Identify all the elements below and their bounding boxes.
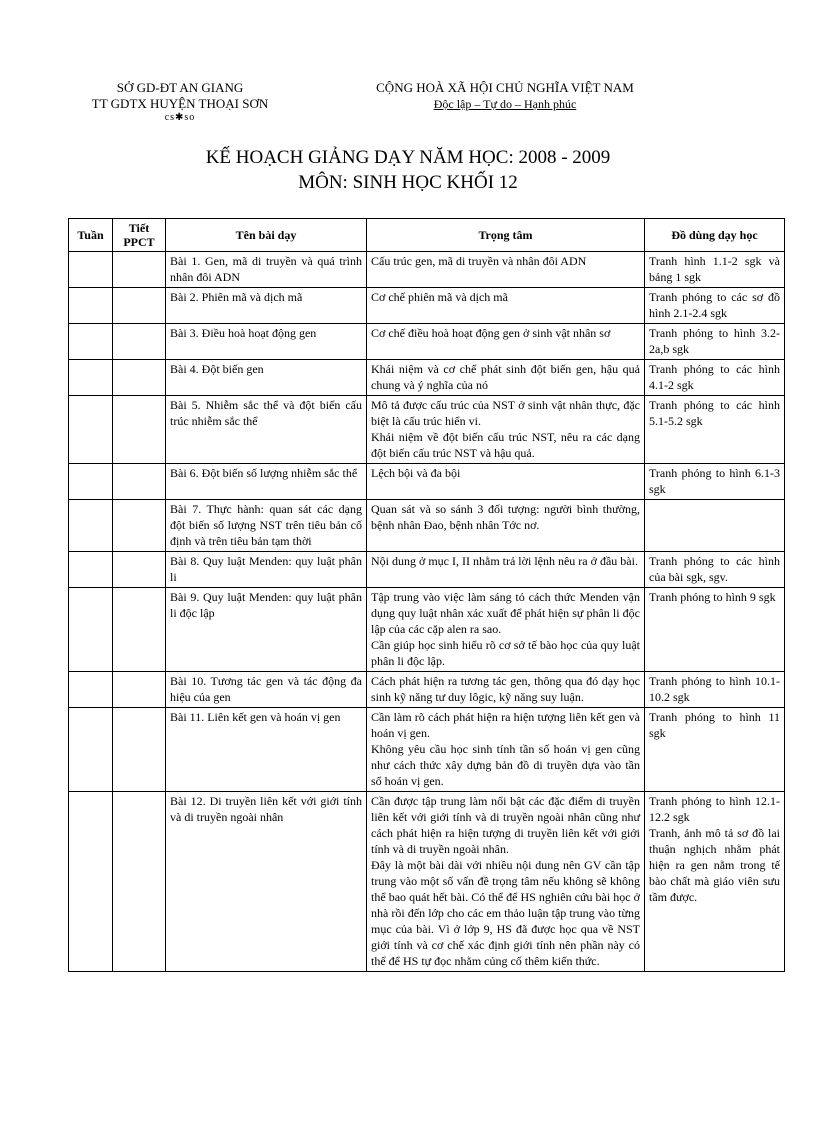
cell-lesson: Bài 10. Tương tác gen và tác động đa hiệu của gen xyxy=(166,672,367,708)
cell-lesson: Bài 2. Phiên mã và dịch mã xyxy=(166,288,367,324)
cell-week xyxy=(69,500,113,552)
cell-focus xyxy=(367,792,645,972)
cell-period xyxy=(113,588,166,672)
cell-focus xyxy=(367,672,645,708)
cell-lesson: Bài 5. Nhiễm sắc thể và đột biến cấu trúc nhiễm sắc thể xyxy=(166,396,367,464)
cell-materials xyxy=(645,396,785,464)
cell-period xyxy=(113,324,166,360)
header-materials: Đồ dùng dạy học xyxy=(645,219,785,252)
focus-paragraph: Cơ chế điều hoà hoạt động gen ở sinh vật nhân sơ xyxy=(371,326,611,340)
school-header xyxy=(60,80,300,124)
cell-materials xyxy=(645,588,785,672)
materials-paragraph: Tranh phóng to các hình 4.1-2 sgk xyxy=(649,362,780,392)
cell-materials xyxy=(645,500,785,552)
cell-period xyxy=(113,396,166,464)
table-row xyxy=(69,500,785,552)
header-week: Tuần xyxy=(69,219,113,252)
cell-period xyxy=(113,552,166,588)
focus-paragraph: Khái niệm về đột biến cấu trúc NST, nêu ra các dạng đột biến cấu trúc NST và hậu quả. xyxy=(371,430,640,460)
cell-period xyxy=(113,464,166,500)
materials-paragraph: Tranh phóng to các sơ đồ hình 2.1-2.4 sgk xyxy=(649,290,780,320)
table-row xyxy=(69,672,785,708)
table-header-row xyxy=(69,219,785,252)
cell-period xyxy=(113,288,166,324)
header-period-line2: PPCT xyxy=(123,235,155,249)
materials-paragraph: Tranh phóng to hình 3.2-2a,b sgk xyxy=(649,326,780,356)
cell-lesson: Bài 7. Thực hành: quan sát các dạng đột biến số lượng NST trên tiêu bản cố định và trên tiêu bản tạm thời xyxy=(166,500,367,552)
center-name: TT GDTX HUYỆN THOẠI SƠN xyxy=(91,96,269,111)
materials-paragraph: Tranh phóng to hình 10.1-10.2 sgk xyxy=(649,674,780,704)
cell-week xyxy=(69,792,113,972)
header-lesson: Tên bài dạy xyxy=(166,219,367,252)
focus-paragraph: Nội dung ở mục I, II nhằm trả lời lệnh nêu ra ở đầu bài. xyxy=(371,554,638,568)
cell-lesson: Bài 3. Điều hoà hoạt động gen xyxy=(166,324,367,360)
cell-materials xyxy=(645,252,785,288)
cell-period xyxy=(113,500,166,552)
focus-paragraph: Cần làm rõ cách phát hiện ra hiện tượng liên kết gen và hoán vị gen. xyxy=(371,710,640,740)
cell-period xyxy=(113,252,166,288)
materials-paragraph: Tranh phóng to hình 9 sgk xyxy=(649,590,776,604)
focus-paragraph: Cần giúp học sinh hiểu rõ cơ sở tế bào học của quy luật phân li độc lập. xyxy=(371,638,640,668)
cell-lesson: Bài 9. Quy luật Menden: quy luật phân li độc lập xyxy=(166,588,367,672)
materials-paragraph: Tranh hình 1.1-2 sgk và bảng 1 sgk xyxy=(649,254,780,284)
materials-paragraph: Tranh phóng to hình 6.1-3 sgk xyxy=(649,466,780,496)
focus-paragraph: Cách phát hiện ra tương tác gen, thông qua đó dạy học sinh kỹ năng tư duy lôgic, kỹ năng suy luận. xyxy=(371,674,640,704)
cell-materials xyxy=(645,288,785,324)
header-period-line1: Tiết xyxy=(128,221,150,235)
focus-paragraph: Không yêu cầu học sinh tính tần số hoán vị gen cũng như cách thức xây dựng bản đồ di truyền dựa vào tần số hoán vị gen. xyxy=(371,742,640,788)
cell-lesson: Bài 12. Di truyền liên kết với giới tính và di truyền ngoài nhân xyxy=(166,792,367,972)
cell-period xyxy=(113,672,166,708)
national-motto: Độc lập – Tự do – Hạnh phúc xyxy=(433,97,577,111)
cell-materials xyxy=(645,708,785,792)
cell-focus xyxy=(367,588,645,672)
cell-week xyxy=(69,552,113,588)
cell-week xyxy=(69,360,113,396)
cell-lesson: Bài 4. Đột biến gen xyxy=(166,360,367,396)
country-name: CỘNG HOÀ XÃ HỘI CHỦ NGHĨA VIỆT NAM xyxy=(376,80,634,95)
cell-focus xyxy=(367,324,645,360)
focus-paragraph: Khái niệm và cơ chế phát sinh đột biến gen, hậu quả chung và ý nghĩa của nó xyxy=(371,362,640,392)
cell-materials xyxy=(645,464,785,500)
table-row xyxy=(69,552,785,588)
cell-materials xyxy=(645,792,785,972)
focus-paragraph: Cấu trúc gen, mã di truyền và nhân đôi ADN xyxy=(371,254,587,268)
header-focus: Trọng tâm xyxy=(367,219,645,252)
cell-materials xyxy=(645,672,785,708)
materials-paragraph: Tranh phóng to hình 11 sgk xyxy=(649,710,780,740)
plan-title: KẾ HOẠCH GIẢNG DẠY NĂM HỌC: 2008 - 2009 xyxy=(205,147,611,168)
focus-paragraph: Đây là một bài dài với nhiều nội dung nên GV cần tập trung vào một số vấn đề trọng tâm nếu không sẽ không thể bao quát hết bài. Có thể để HS nghiên cứu bài học ở nhà rồi đến lớp cho các em thảo luận tập trung vào từng mục của bài. Vì ở lớp 9, HS đã được học qua về NST giới tính và cơ chế xác định giới tính nên phần này có thể để HS tự đọc nhằm củng cố thêm kiến thức. xyxy=(371,858,640,968)
table-row xyxy=(69,396,785,464)
cell-focus xyxy=(367,252,645,288)
cell-week xyxy=(69,252,113,288)
department-name: SỞ GD-ĐT AN GIANG xyxy=(116,80,244,95)
table-row xyxy=(69,708,785,792)
cell-focus xyxy=(367,396,645,464)
cell-period xyxy=(113,792,166,972)
cell-week xyxy=(69,324,113,360)
focus-paragraph: Lệch bội và đa bội xyxy=(371,466,461,480)
cell-focus xyxy=(367,500,645,552)
cell-lesson: Bài 11. Liên kết gen và hoán vị gen xyxy=(166,708,367,792)
subject-title: MÔN: SINH HỌC KHỐI 12 xyxy=(298,172,518,193)
cell-focus xyxy=(367,552,645,588)
cell-focus xyxy=(367,288,645,324)
materials-paragraph: Tranh phóng to các hình của bài sgk, sgv. xyxy=(649,554,780,584)
focus-paragraph: Quan sát và so sánh 3 đối tượng: người bình thường, bệnh nhân Đao, bệnh nhân Tớc nơ. xyxy=(371,502,640,532)
lesson-plan-table xyxy=(68,218,785,972)
cell-focus xyxy=(367,708,645,792)
cell-week xyxy=(69,288,113,324)
table-body xyxy=(69,252,785,972)
cell-period xyxy=(113,708,166,792)
header-period xyxy=(113,219,166,252)
table-row xyxy=(69,792,785,972)
cell-focus xyxy=(367,464,645,500)
cell-period xyxy=(113,360,166,396)
cell-materials xyxy=(645,360,785,396)
cell-lesson: Bài 8. Quy luật Menden: quy luật phân li xyxy=(166,552,367,588)
cell-week xyxy=(69,588,113,672)
materials-paragraph: Tranh phóng to các hình 5.1-5.2 sgk xyxy=(649,398,780,428)
cell-materials xyxy=(645,552,785,588)
cell-week xyxy=(69,464,113,500)
cell-lesson: Bài 1. Gen, mã di truyền và quá trình nhân đôi ADN xyxy=(166,252,367,288)
table-row xyxy=(69,324,785,360)
cell-lesson: Bài 6. Đột biến số lượng nhiễm sắc thể xyxy=(166,464,367,500)
table-row xyxy=(69,360,785,396)
cell-week xyxy=(69,708,113,792)
table-row xyxy=(69,252,785,288)
materials-paragraph: Tranh, ảnh mô tả sơ đồ lai thuận nghịch nhằm phát hiện ra gen nằm trong tế bào chất mà giáo viên sưu tầm được. xyxy=(649,826,780,904)
national-header xyxy=(340,80,670,112)
focus-paragraph: Cần được tập trung làm nổi bật các đặc điểm di truyền liên kết với giới tính và di truyền ngoài nhân cũng như cách phát hiện ra hiện tượng di truyền liên kết với giới tính và di truyền ngoài nhân. xyxy=(371,794,640,856)
cell-focus xyxy=(367,360,645,396)
cell-materials xyxy=(645,324,785,360)
materials-paragraph: Tranh phóng to hình 12.1-12.2 sgk xyxy=(649,794,780,824)
cell-week xyxy=(69,672,113,708)
table-row xyxy=(69,464,785,500)
table-row xyxy=(69,288,785,324)
focus-paragraph: Mô tả được cấu trúc của NST ở sinh vật nhân thực, đặc biệt là cấu trúc hiển vi. xyxy=(371,398,640,428)
ornament-icon: cs✱so xyxy=(164,112,196,123)
focus-paragraph: Tập trung vào việc làm sáng tỏ cách thức Menden vận dụng quy luật nhân xác xuất để phát hiện sự phân li độc lập của các cặp alen ra sao. xyxy=(371,590,640,636)
table-row xyxy=(69,588,785,672)
focus-paragraph: Cơ chế phiên mã và dịch mã xyxy=(371,290,508,304)
cell-week xyxy=(69,396,113,464)
